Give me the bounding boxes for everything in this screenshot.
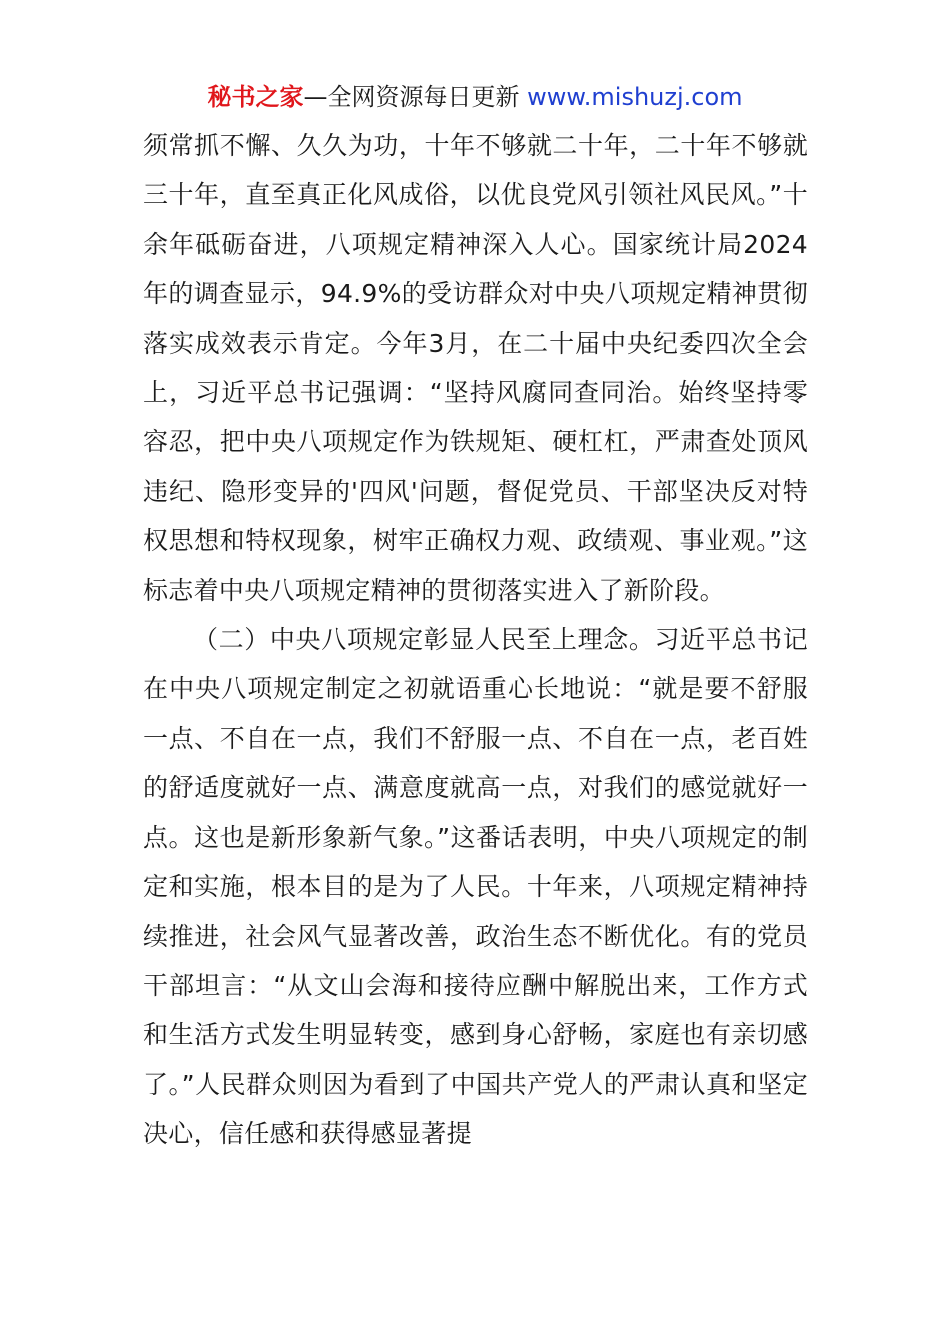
site-header [0, 80, 950, 114]
site-brand: 秘书之家 [207, 83, 304, 111]
paragraph-continuation: 须常抓不懈、久久为功，十年不够就二十年，二十年不够就三十年，直至真正化风成俗，以优良党风引领社风民风。”十余年砥砺奋进，八项规定精神深入人心。国家统计局2024年的调查显示，94.9%的受访群众对中央八项规定精神贯彻落实成效表示肯定。今年3月，在二十届中央纪委四次全会上，习近平总书记强调：“坚持风腐同查同治。始终坚持零容忍，把中央八项规定作为铁规矩、硬杠杠，严肃查处顶风违纪、隐形变异的'四风'问题，督促党员、干部坚决反对特权思想和特权现象，树牢正确权力观、政绩观、事业观。”这标志着中央八项规定精神的贯彻落实进入了新阶段。 [143, 131, 808, 605]
paragraph-section-two: （二）中央八项规定彰显人民至上理念。习近平总书记在中央八项规定制定之初就语重心长地说：“就是要不舒服一点、不自在一点，我们不舒服一点、不自在一点，老百姓的舒适度就好一点、满意度就高一点，对我们的感觉就好一点。这也是新形象新气象。”这番话表明，中央八项规定的制定和实施，根本目的是为了人民。十年来，八项规定精神持续推进，社会风气显著改善，政治生态不断优化。有的党员干部坦言：“从文山会海和接待应酬中解脱出来，工作方式和生活方式发生明显转变，感到身心舒畅，家庭也有亲切感了。”人民群众则因为看到了中国共产党人的严肃认真和坚定决心，信任感和获得感显著提 [143, 625, 808, 1149]
site-url-link[interactable]: www.mishuzj.com [527, 83, 743, 111]
document-body [143, 121, 808, 1159]
site-tagline: —全网资源每日更新 [303, 83, 520, 111]
